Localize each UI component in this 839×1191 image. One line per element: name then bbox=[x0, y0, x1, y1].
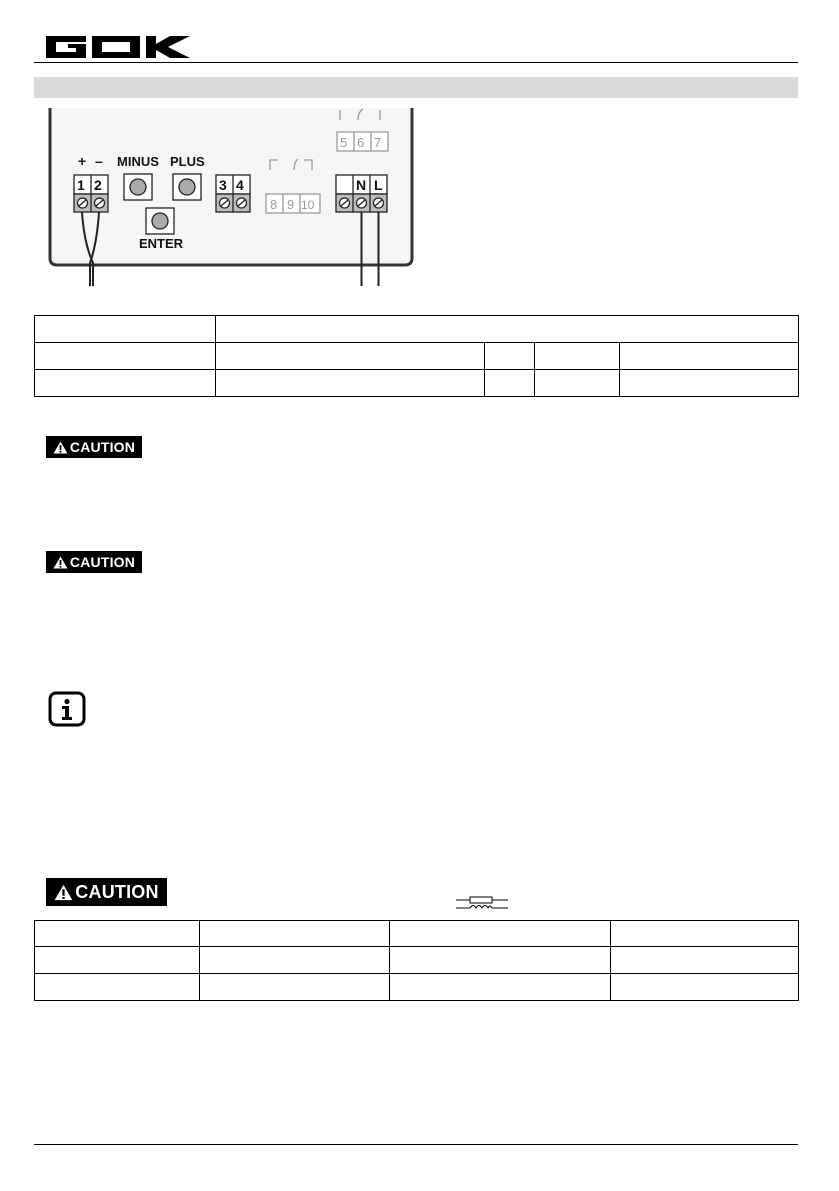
caution-label bbox=[46, 878, 167, 906]
terminal-4-label: 4 bbox=[236, 177, 244, 193]
enter-button-label: ENTER bbox=[139, 236, 184, 251]
table-cell bbox=[35, 974, 200, 1001]
table-cell bbox=[390, 974, 611, 1001]
svg-text:GOK: GOK bbox=[44, 32, 47, 33]
section-heading-band bbox=[34, 77, 798, 98]
caution-label bbox=[46, 551, 142, 573]
table-row bbox=[35, 316, 799, 343]
table-cell bbox=[611, 921, 799, 947]
inductor-symbol-icon bbox=[456, 895, 508, 911]
minus-button-label: MINUS bbox=[117, 154, 159, 169]
terminal-3-label: 3 bbox=[219, 177, 227, 193]
terminal-5-label: 5 bbox=[340, 135, 348, 150]
caution-text: CAUTION bbox=[69, 554, 136, 570]
table-cell bbox=[216, 316, 799, 343]
table-row bbox=[35, 974, 799, 1001]
table-cell bbox=[485, 370, 535, 397]
table-row bbox=[35, 947, 799, 974]
terminal-6-label: 6 bbox=[357, 135, 365, 150]
table-cell bbox=[216, 370, 485, 397]
caution-text: CAUTION bbox=[75, 881, 159, 902]
terminal-n-label: N bbox=[356, 177, 367, 193]
terminal-7-label: 7 bbox=[374, 135, 382, 150]
terminal-2-label: 2 bbox=[94, 177, 102, 193]
warning-triangle-icon bbox=[53, 556, 68, 569]
table-cell bbox=[200, 974, 390, 1001]
table-cell bbox=[216, 343, 485, 370]
table-cell bbox=[35, 947, 200, 974]
terminal-10-label: 10 bbox=[301, 198, 315, 212]
table-cell bbox=[35, 921, 200, 947]
table-cell bbox=[535, 343, 620, 370]
plus-button bbox=[173, 174, 201, 200]
table-cell bbox=[485, 343, 535, 370]
table-cell bbox=[611, 947, 799, 974]
connection-table bbox=[34, 315, 799, 397]
terminal-8-label: 8 bbox=[270, 197, 278, 212]
table-row bbox=[35, 343, 799, 370]
warning-triangle-icon bbox=[53, 441, 68, 454]
table-cell bbox=[620, 343, 799, 370]
table-cell bbox=[535, 370, 620, 397]
plus-button-label: PLUS bbox=[170, 154, 205, 169]
table-cell bbox=[35, 316, 216, 343]
terminal-1-label: 1 bbox=[77, 177, 85, 193]
terminal-l-label: L bbox=[374, 177, 383, 193]
gok-logo bbox=[44, 32, 192, 60]
terminal-connection-diagram bbox=[40, 108, 430, 288]
table-cell bbox=[611, 974, 799, 1001]
table-row bbox=[35, 921, 799, 947]
terminal-9-label: 9 bbox=[287, 197, 295, 212]
enter-button bbox=[146, 208, 174, 234]
table-row bbox=[35, 370, 799, 397]
table-cell bbox=[620, 370, 799, 397]
plus-sign-label: + bbox=[78, 153, 87, 169]
specification-table bbox=[34, 920, 799, 1001]
table-cell bbox=[390, 921, 611, 947]
table-cell bbox=[390, 947, 611, 974]
footer-rule bbox=[34, 1144, 798, 1145]
caution-text: CAUTION bbox=[69, 439, 136, 455]
minus-button bbox=[124, 174, 152, 200]
info-icon bbox=[48, 691, 86, 727]
caution-label bbox=[46, 436, 142, 458]
table-cell bbox=[35, 370, 216, 397]
warning-triangle-icon bbox=[54, 884, 73, 901]
table-cell bbox=[200, 947, 390, 974]
header-rule bbox=[34, 62, 798, 63]
table-cell bbox=[200, 921, 390, 947]
table-cell bbox=[35, 343, 216, 370]
minus-sign-label: – bbox=[95, 153, 103, 169]
